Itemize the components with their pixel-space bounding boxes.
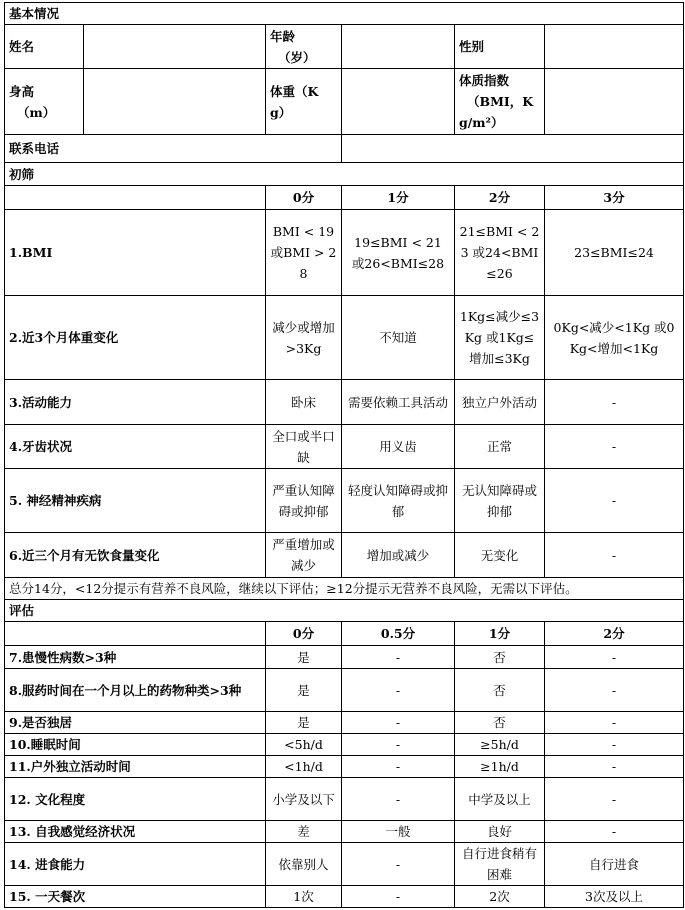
age-label-line2: （岁）: [278, 49, 316, 65]
assessment-header-0: 0分: [266, 622, 342, 646]
assessment-10-score-0[interactable]: <5h/d: [266, 734, 342, 756]
screening-6-score-1[interactable]: 增加或减少: [342, 533, 455, 578]
height-label: [5, 69, 84, 135]
screening-1-score-0[interactable]: BMI < 19 或BMI > 28: [266, 210, 342, 296]
age-value[interactable]: [342, 25, 455, 69]
assessment-14-score-1[interactable]: -: [342, 843, 455, 886]
assessment-11-score-1[interactable]: -: [342, 756, 455, 778]
screening-item-3: 3.活动能力: [5, 380, 266, 425]
gender-value[interactable]: [545, 25, 684, 69]
screening-item-2: 2.近3个月体重变化: [5, 296, 266, 380]
assessment-15-score-0[interactable]: 1次: [266, 886, 342, 908]
assessment-7-score-3[interactable]: -: [545, 646, 684, 669]
screening-item-4: 4.牙齿状况: [5, 425, 266, 469]
assessment-13-score-2[interactable]: 良好: [455, 821, 545, 843]
assessment-item-15: 15. 一天餐次: [5, 886, 266, 908]
weight-label-line1: 体重（K: [270, 83, 319, 99]
assessment-7-score-1[interactable]: -: [342, 646, 455, 669]
assessment-header-3: 2分: [545, 622, 684, 646]
assessment-11-score-2[interactable]: ≥1h/d: [455, 756, 545, 778]
assessment-14-score-3[interactable]: 自行进食: [545, 843, 684, 886]
screening-4-score-3[interactable]: -: [545, 425, 684, 469]
bmi-value[interactable]: [545, 69, 684, 135]
gender-label: 性别: [455, 25, 545, 69]
screening-3-score-1[interactable]: 需要依赖工具活动: [342, 380, 455, 425]
screening-header-item: [5, 186, 266, 210]
phone-label: 联系电话: [5, 135, 342, 163]
height-label-line2: （m）: [17, 104, 56, 120]
screening-header-3: 3分: [545, 186, 684, 210]
nutrition-screening-form: [4, 2, 684, 908]
screening-1-score-3[interactable]: 23≤BMI≤24: [545, 210, 684, 296]
assessment-13-score-3[interactable]: -: [545, 821, 684, 843]
weight-label-line2: g）: [270, 104, 292, 120]
screening-6-score-2[interactable]: 无变化: [455, 533, 545, 578]
bmi-label-line1: 体质指数: [459, 73, 510, 88]
screening-header-1: 1分: [342, 186, 455, 210]
screening-2-score-2[interactable]: 1Kg≤减少≤3Kg 或1Kg≤增加≤3Kg: [455, 296, 545, 380]
height-label-line1: 身高: [9, 83, 35, 99]
assessment-9-score-1[interactable]: -: [342, 712, 455, 734]
assessment-header-item: [5, 622, 266, 646]
screening-2-score-0[interactable]: 减少或增加>3Kg: [266, 296, 342, 380]
assessment-8-score-1[interactable]: -: [342, 669, 455, 712]
screening-2-score-3[interactable]: 0Kg<减少<1Kg 或0Kg<增加<1Kg: [545, 296, 684, 380]
screening-header-0: 0分: [266, 186, 342, 210]
weight-label: [266, 69, 342, 135]
assessment-item-9: 9.是否独居: [5, 712, 266, 734]
assessment-8-score-3[interactable]: -: [545, 669, 684, 712]
bmi-label-line3: g/m²）: [459, 115, 504, 130]
name-label: 姓名: [5, 25, 84, 69]
screening-1-score-2[interactable]: 21≤BMI < 23 或24<BMI≤26: [455, 210, 545, 296]
screening-item-6: 6.近三个月有无饮食量变化: [5, 533, 266, 578]
bmi-label: [455, 69, 545, 135]
screening-item-1: 1.BMI: [5, 210, 266, 296]
screening-5-score-3[interactable]: -: [545, 469, 684, 533]
assessment-item-8: 8.服药时间在一个月以上的药物种类>3种: [5, 669, 266, 712]
screening-4-score-2[interactable]: 正常: [455, 425, 545, 469]
assessment-10-score-1[interactable]: -: [342, 734, 455, 756]
section-basic-title: 基本情况: [5, 3, 684, 25]
assessment-header-1: 0.5分: [342, 622, 455, 646]
screening-6-score-0[interactable]: 严重增加或减少: [266, 533, 342, 578]
assessment-header-2: 1分: [455, 622, 545, 646]
assessment-item-11: 11.户外独立活动时间: [5, 756, 266, 778]
assessment-15-score-1[interactable]: -: [342, 886, 455, 908]
assessment-9-score-3[interactable]: -: [545, 712, 684, 734]
name-value[interactable]: [84, 25, 266, 69]
screening-5-score-0[interactable]: 严重认知障碍或抑郁: [266, 469, 342, 533]
assessment-12-score-1[interactable]: -: [342, 778, 455, 821]
assessment-item-13: 13. 自我感觉经济状况: [5, 821, 266, 843]
assessment-11-score-3[interactable]: -: [545, 756, 684, 778]
assessment-10-score-3[interactable]: -: [545, 734, 684, 756]
assessment-9-score-2[interactable]: 否: [455, 712, 545, 734]
screening-note: 总分14分，<12分提示有营养不良风险，继续以下评估；≥12分提示无营养不良风险，无需以下评估。: [5, 578, 684, 600]
assessment-7-score-0[interactable]: 是: [266, 646, 342, 669]
screening-5-score-2[interactable]: 无认知障碍或抑郁: [455, 469, 545, 533]
screening-3-score-0[interactable]: 卧床: [266, 380, 342, 425]
assessment-9-score-0[interactable]: 是: [266, 712, 342, 734]
assessment-item-10: 10.睡眠时间: [5, 734, 266, 756]
age-label: [266, 25, 342, 69]
assessment-12-score-0[interactable]: 小学及以下: [266, 778, 342, 821]
assessment-item-7: 7.患慢性病数>3种: [5, 646, 266, 669]
assessment-13-score-0[interactable]: 差: [266, 821, 342, 843]
screening-header-2: 2分: [455, 186, 545, 210]
phone-value[interactable]: [342, 135, 684, 163]
bmi-label-line2: （BMI，K: [467, 94, 534, 109]
assessment-7-score-2[interactable]: 否: [455, 646, 545, 669]
screening-4-score-0[interactable]: 全口或半口缺: [266, 425, 342, 469]
screening-1-score-1[interactable]: 19≤BMI < 21 或26<BMI≤28: [342, 210, 455, 296]
screening-2-score-1[interactable]: 不知道: [342, 296, 455, 380]
weight-value[interactable]: [342, 69, 455, 135]
assessment-12-score-3[interactable]: -: [545, 778, 684, 821]
assessment-11-score-0[interactable]: <1h/d: [266, 756, 342, 778]
height-value[interactable]: [84, 69, 266, 135]
assessment-12-score-2[interactable]: 中学及以上: [455, 778, 545, 821]
section-assessment-title: 评估: [5, 600, 684, 622]
assessment-13-score-1[interactable]: 一般: [342, 821, 455, 843]
screening-4-score-1[interactable]: 用义齿: [342, 425, 455, 469]
screening-3-score-3[interactable]: -: [545, 380, 684, 425]
assessment-8-score-0[interactable]: 是: [266, 669, 342, 712]
assessment-15-score-3[interactable]: 3次及以上: [545, 886, 684, 908]
assessment-14-score-2[interactable]: 自行进食稍有困难: [455, 843, 545, 886]
age-label-line1: 年龄: [270, 28, 296, 44]
assessment-item-12: 12. 文化程度: [5, 778, 266, 821]
screening-item-5: 5. 神经精神疾病: [5, 469, 266, 533]
assessment-item-14: 14. 进食能力: [5, 843, 266, 886]
assessment-15-score-2[interactable]: 2次: [455, 886, 545, 908]
screening-6-score-3[interactable]: -: [545, 533, 684, 578]
assessment-14-score-0[interactable]: 依靠别人: [266, 843, 342, 886]
assessment-10-score-2[interactable]: ≥5h/d: [455, 734, 545, 756]
screening-3-score-2[interactable]: 独立户外活动: [455, 380, 545, 425]
section-screening-title: 初筛: [5, 163, 684, 186]
assessment-8-score-2[interactable]: 否: [455, 669, 545, 712]
screening-5-score-1[interactable]: 轻度认知障碍或抑郁: [342, 469, 455, 533]
